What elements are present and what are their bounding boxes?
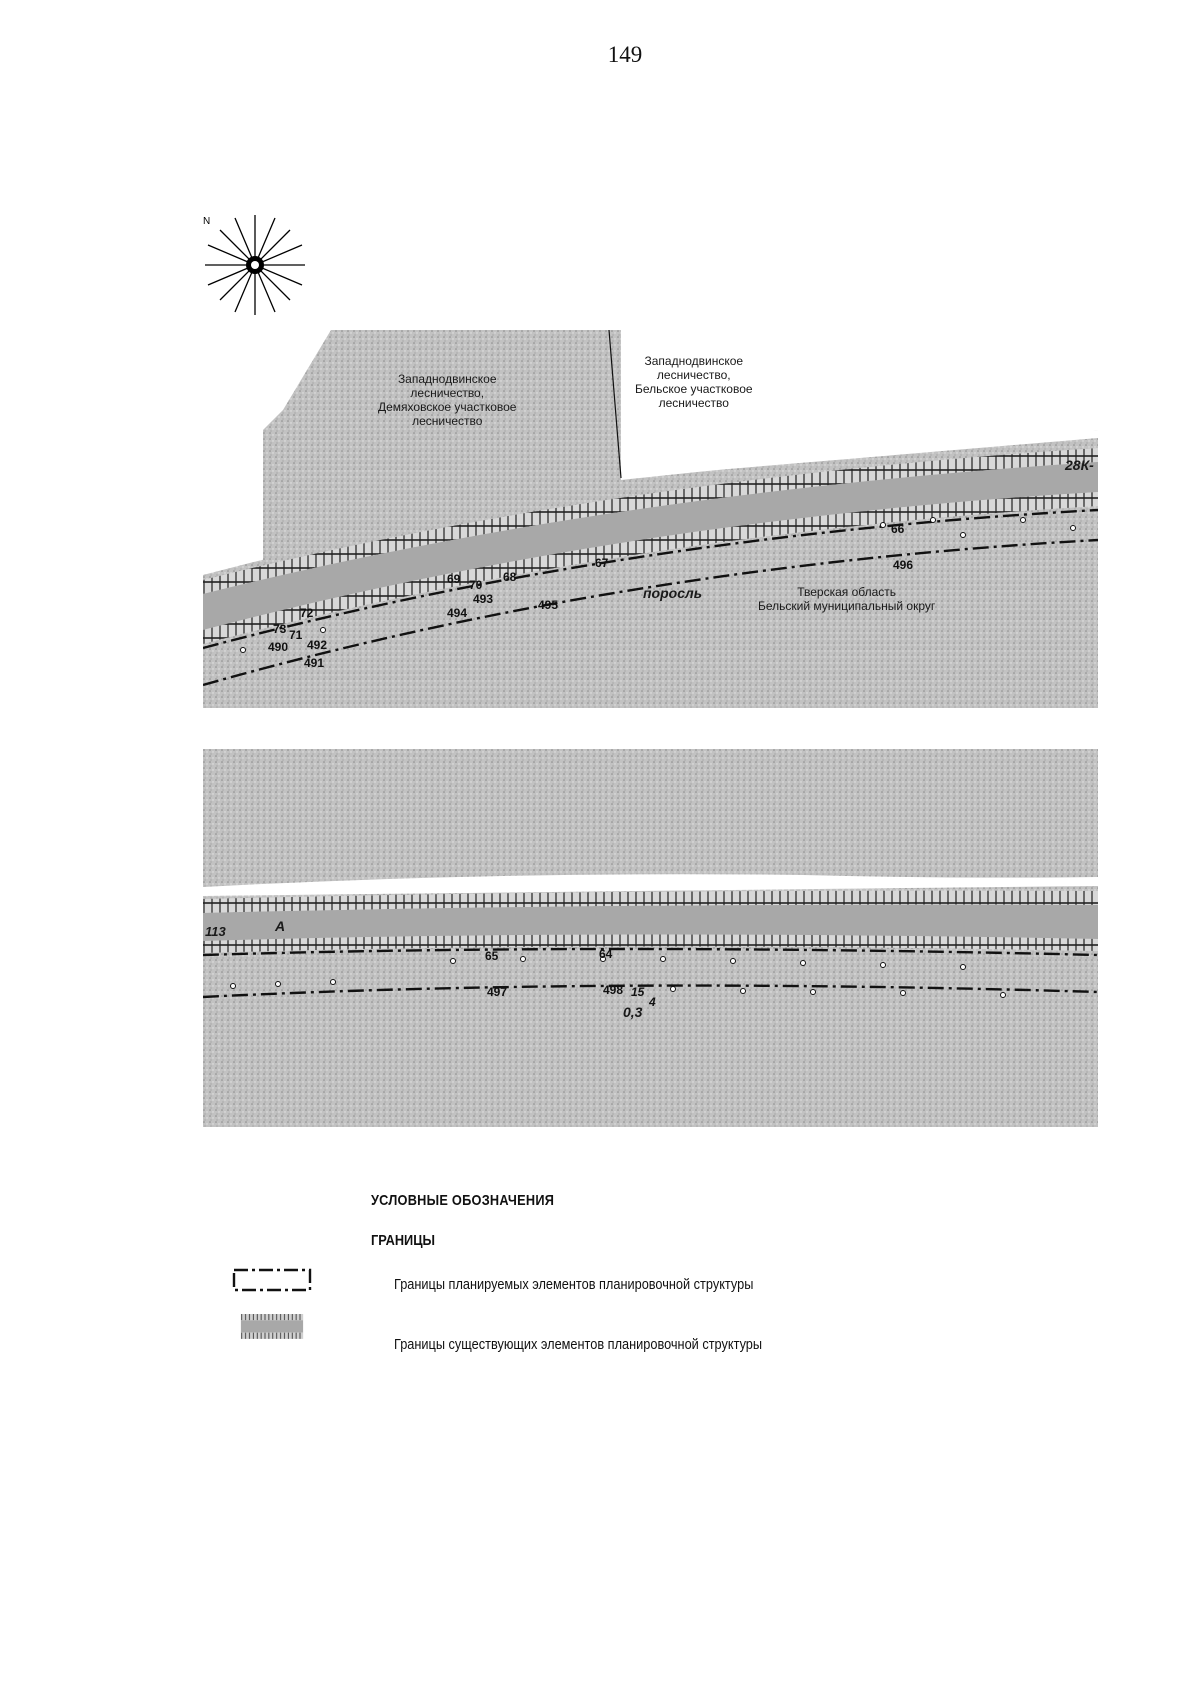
legend-title: УСЛОВНЫЕ ОБОЗНАЧЕНИЯ (371, 1192, 555, 1209)
legend-item-existing: Границы существующих элементов планировочной структуры (394, 1336, 763, 1353)
point-label: 497 (487, 985, 508, 999)
point-label: 498 (603, 983, 624, 997)
legend-subtitle: ГРАНИЦЫ (371, 1232, 435, 1249)
point-label: 15 (631, 985, 645, 999)
point-label: 68 (503, 570, 517, 584)
point-label: 495 (538, 598, 559, 612)
label-region: Тверская область Бельский муниципальный округ (758, 585, 936, 613)
point-label: 67 (595, 556, 609, 570)
point-label: 65 (485, 949, 499, 963)
svg-text:N: N (203, 216, 211, 227)
map-panel-bottom (203, 749, 1098, 1127)
dash-dot-boundary-icon (232, 1266, 312, 1294)
label-forestry-left: Западнодвинское лесничество, Демяховское участковое лесничество (378, 372, 517, 428)
label-coef: 0,3 (623, 1004, 643, 1020)
legend-item-planned: Границы планируемых элементов планировочной структуры (394, 1276, 754, 1293)
point-label: 72 (300, 606, 314, 620)
map-bottom-graphics (203, 749, 1098, 1127)
page-number: 149 (607, 42, 643, 67)
point-label: 73 (273, 622, 287, 636)
point-label: 493 (473, 592, 494, 606)
point-label: 71 (289, 628, 303, 642)
map-panel-top (203, 330, 1098, 708)
hatched-band-icon (232, 1314, 312, 1342)
point-label: 64 (599, 947, 613, 961)
point-label: 70 (469, 578, 483, 592)
label-road-code: 28К- (1065, 457, 1094, 473)
point-label: 496 (893, 558, 914, 572)
point-label: 492 (307, 638, 328, 652)
label-zone: А (275, 918, 286, 934)
label-section: 113 (205, 924, 226, 939)
point-label: 66 (891, 522, 905, 536)
point-label: 491 (304, 656, 325, 670)
point-label: 490 (268, 640, 289, 654)
point-label: 4 (649, 995, 656, 1009)
point-label: 494 (447, 606, 468, 620)
point-label: 69 (447, 572, 461, 586)
label-vegetation: поросль (643, 585, 703, 601)
label-forestry-right: Западнодвинское лесничество, Бельское участковое лесничество (635, 354, 753, 410)
compass-rose-icon (200, 210, 310, 320)
